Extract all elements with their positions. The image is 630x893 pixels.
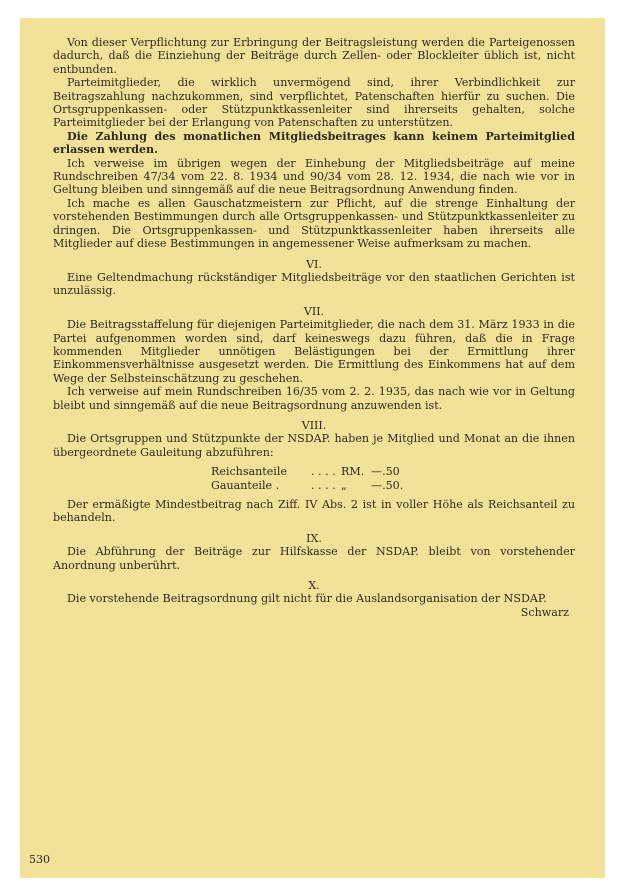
amount-value: —.50 <box>371 465 400 479</box>
section-heading-vii: VII. <box>303 304 325 318</box>
paragraph: Eine Geltendmachung rückständiger Mitgliedsbeiträge vor den staatlichen Gerichten ist unzulässig. <box>53 270 575 298</box>
section-heading-ix: IX. <box>306 531 322 545</box>
amount-row <box>211 479 575 492</box>
paragraph: Der ermäßigte Mindestbeitrag nach Ziff. IV Abs. 2 ist in voller Höhe als Reichsanteil zu behandeln. <box>53 497 575 525</box>
paragraph: Von dieser Verpflichtung zur Erbringung der Beitragsleistung werden die Parteigenossen dadurch, daß die Einziehung der Beiträge durch Zellen- oder Blockleiter üblich ist, nicht entbunden. <box>53 36 575 76</box>
section-heading-viii: VIII. <box>301 418 327 432</box>
paragraph: Die Abführung der Beiträge zur Hilfskasse der NSDAP. bleibt von vorstehender Anordnung unberührt. <box>53 545 575 572</box>
amount-label: Reichsanteile <box>211 465 287 479</box>
signature: Schwarz <box>520 605 569 619</box>
amount-currency: RM. <box>341 465 365 479</box>
page-number: 530 <box>29 853 50 866</box>
section-heading-x: X. <box>308 579 320 592</box>
amount-currency: „ <box>341 478 347 492</box>
amount-dots: . . . . <box>311 465 336 479</box>
amount-dots: . . . . <box>311 478 336 492</box>
paragraph: Die Ortsgruppen und Stützpunkte der NSDAP. haben je Mitglied und Monat an die ihnen übergeordnete Gauleitung abzuführen: <box>53 432 575 459</box>
amount-label: Gauanteile . <box>211 478 280 492</box>
amount-row <box>211 465 575 478</box>
body-text <box>53 36 575 619</box>
paragraph: Ich verweise auf mein Rundschreiben 16/35 vom 2. 2. 1935, das nach wie vor in Geltung bleibt und sinngemäß auf die neue Beitragsordnung anzuwenden ist. <box>53 385 575 412</box>
section-heading-vi: VI. <box>306 257 322 271</box>
document-page <box>20 18 605 878</box>
paragraph: Die Beitragsstaffelung für diejenigen Parteimitglieder, die nach dem 31. März 1933 in die Partei aufgenommen worden sind, darf keineswegs dazu führen, daß die in Frage kommenden Mitglieder unnötigen Belästigungen bei der Ermittlung ihrer Einkommensverhältnisse ausgesetzt werden. Die Ermittlung des Einkommens hat auf dem Wege der Selbsteinschätzung zu geschehen. <box>53 318 575 385</box>
paragraph: Parteimitglieder, die wirklich unvermögend sind, ihrer Verbindlichkeit zur Beitragszahlung nachzukommen, sind verpflichtet, Patenschaften hierfür zu suchen. Die Ortsgruppenkassen- oder Stützpunktkassenleiter sind ihrerseits gehalten, solche Parteimitglieder bei der Erlangung von Patenschaften zu unterstützen. <box>53 76 575 130</box>
paragraph: Ich mache es allen Gauschatzmeistern zur Pflicht, auf die strenge Einhaltung der vorstehenden Bestimmungen durch alle Ortsgruppenkassen- und Stützpunktkassenleiter zu dringen. Die Ortsgruppenkassen- und Stützpunktkassenleiter haben ihrerseits alle Mitglieder auf diese Bestimmungen in angemessener Weise aufmerksam zu machen. <box>53 196 575 251</box>
amount-value: —.50. <box>371 478 404 492</box>
bold-paragraph: Die Zahlung des monatlichen Mitgliedsbeitrages kann keinem Parteimitglied erlassen werden. <box>53 129 575 157</box>
paragraph: Die vorstehende Beitragsordnung gilt nicht für die Auslandsorganisation der NSDAP. <box>67 592 547 606</box>
paragraph: Ich verweise im übrigen wegen der Einhebung der Mitgliedsbeiträge auf meine Rundschreiben 47/34 vom 22. 8. 1934 und 90/34 vom 28. 12. 1934, die nach wie vor in Geltung bleiben und sinngemäß auf die neue Beitragsordnung Anwendung finden. <box>53 156 575 197</box>
amounts-table <box>53 465 575 492</box>
